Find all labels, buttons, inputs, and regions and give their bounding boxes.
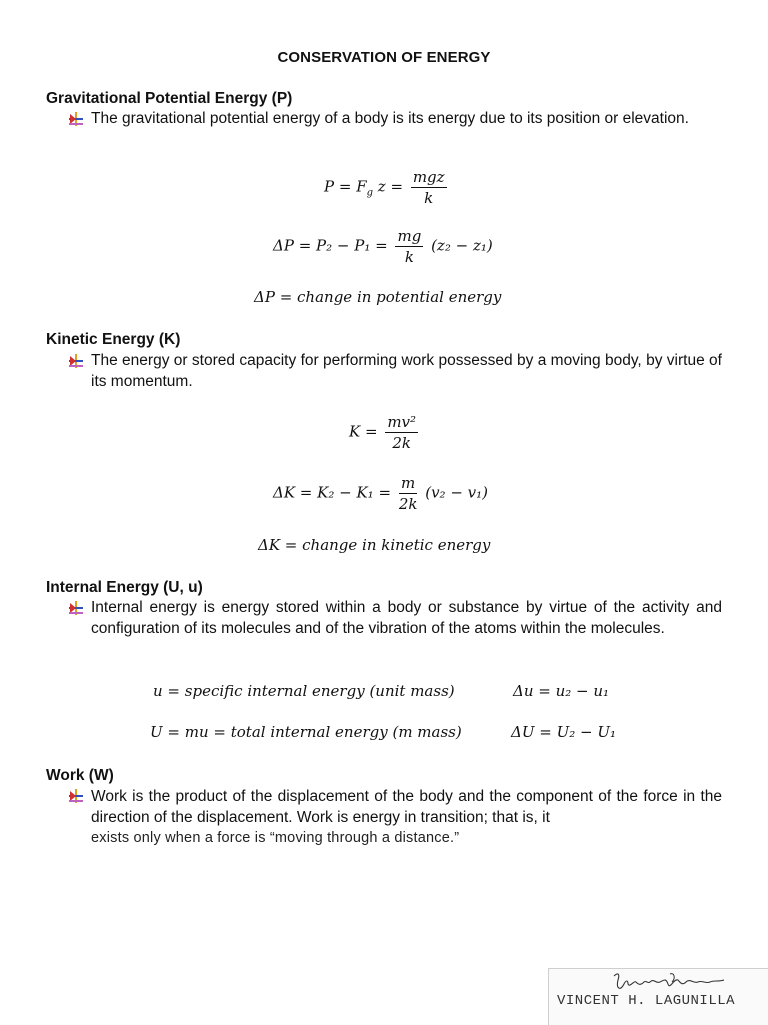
work-description bbox=[91, 787, 722, 849]
arrow-cross-bullet-icon bbox=[68, 600, 84, 616]
delta-potential-definition: ΔP = change in potential energy bbox=[254, 288, 502, 306]
kinetic-energy-equation: K = $\frac{\text{mv²}}{2k}$ bbox=[349, 413, 417, 452]
arrow-cross-bullet-icon bbox=[68, 111, 84, 127]
heading-kinetic-energy: Kinetic Energy (K) bbox=[46, 331, 181, 348]
delta-U-equation: ΔU = U₂ − U₁ bbox=[511, 723, 616, 741]
arrow-cross-bullet-icon bbox=[68, 788, 84, 804]
delta-kinetic-definition: ΔK = change in kinetic energy bbox=[258, 536, 491, 554]
potential-energy-equation: $P = F_g$ z = $\frac{\text{mgz}}{k}$ bbox=[324, 168, 445, 207]
delta-kinetic-equation: ΔK = K₂ − K₁ = $\frac{m}{2k}$ (v₂ − v₁) bbox=[273, 474, 489, 513]
delta-u-equation: Δu = u₂ − u₁ bbox=[513, 682, 610, 700]
work-description-end: exists only when a force is “moving through a distance.” bbox=[91, 830, 460, 846]
total-internal-energy-equation: U = mu = total internal energy (m mass) bbox=[150, 723, 462, 741]
specific-internal-energy-equation: u = specific internal energy (unit mass) bbox=[153, 682, 455, 700]
potential-energy-description: The gravitational potential energy of a body is its energy due to its position or elevation. bbox=[91, 110, 689, 127]
heading-potential-energy: Gravitational Potential Energy (P) bbox=[46, 90, 293, 107]
heading-work: Work (W) bbox=[46, 767, 114, 784]
arrow-cross-bullet-icon bbox=[68, 353, 84, 369]
heading-internal-energy: Internal Energy (U, u) bbox=[46, 579, 203, 596]
document-title: CONSERVATION OF ENERGY bbox=[277, 49, 491, 66]
delta-potential-equation: ΔP = P₂ − P₁ = $\frac{mg}{k}$ (z₂ − z₁) bbox=[273, 227, 493, 266]
work-description-main: Work is the product of the displacement of the body and the component of the force in the direction of the displacement. Work is energy in transition; that is, it bbox=[91, 788, 722, 826]
kinetic-energy-description: The energy or stored capacity for performing work possessed by a moving body, by virtue of its momentum. bbox=[91, 352, 722, 390]
internal-energy-description: Internal energy is energy stored within a body or substance by virtue of the activity and configuration of its molecules and of the vibration of the atoms within the molecules. bbox=[91, 599, 722, 637]
author-name: VINCENT H. LAGUNILLA bbox=[557, 993, 736, 1009]
